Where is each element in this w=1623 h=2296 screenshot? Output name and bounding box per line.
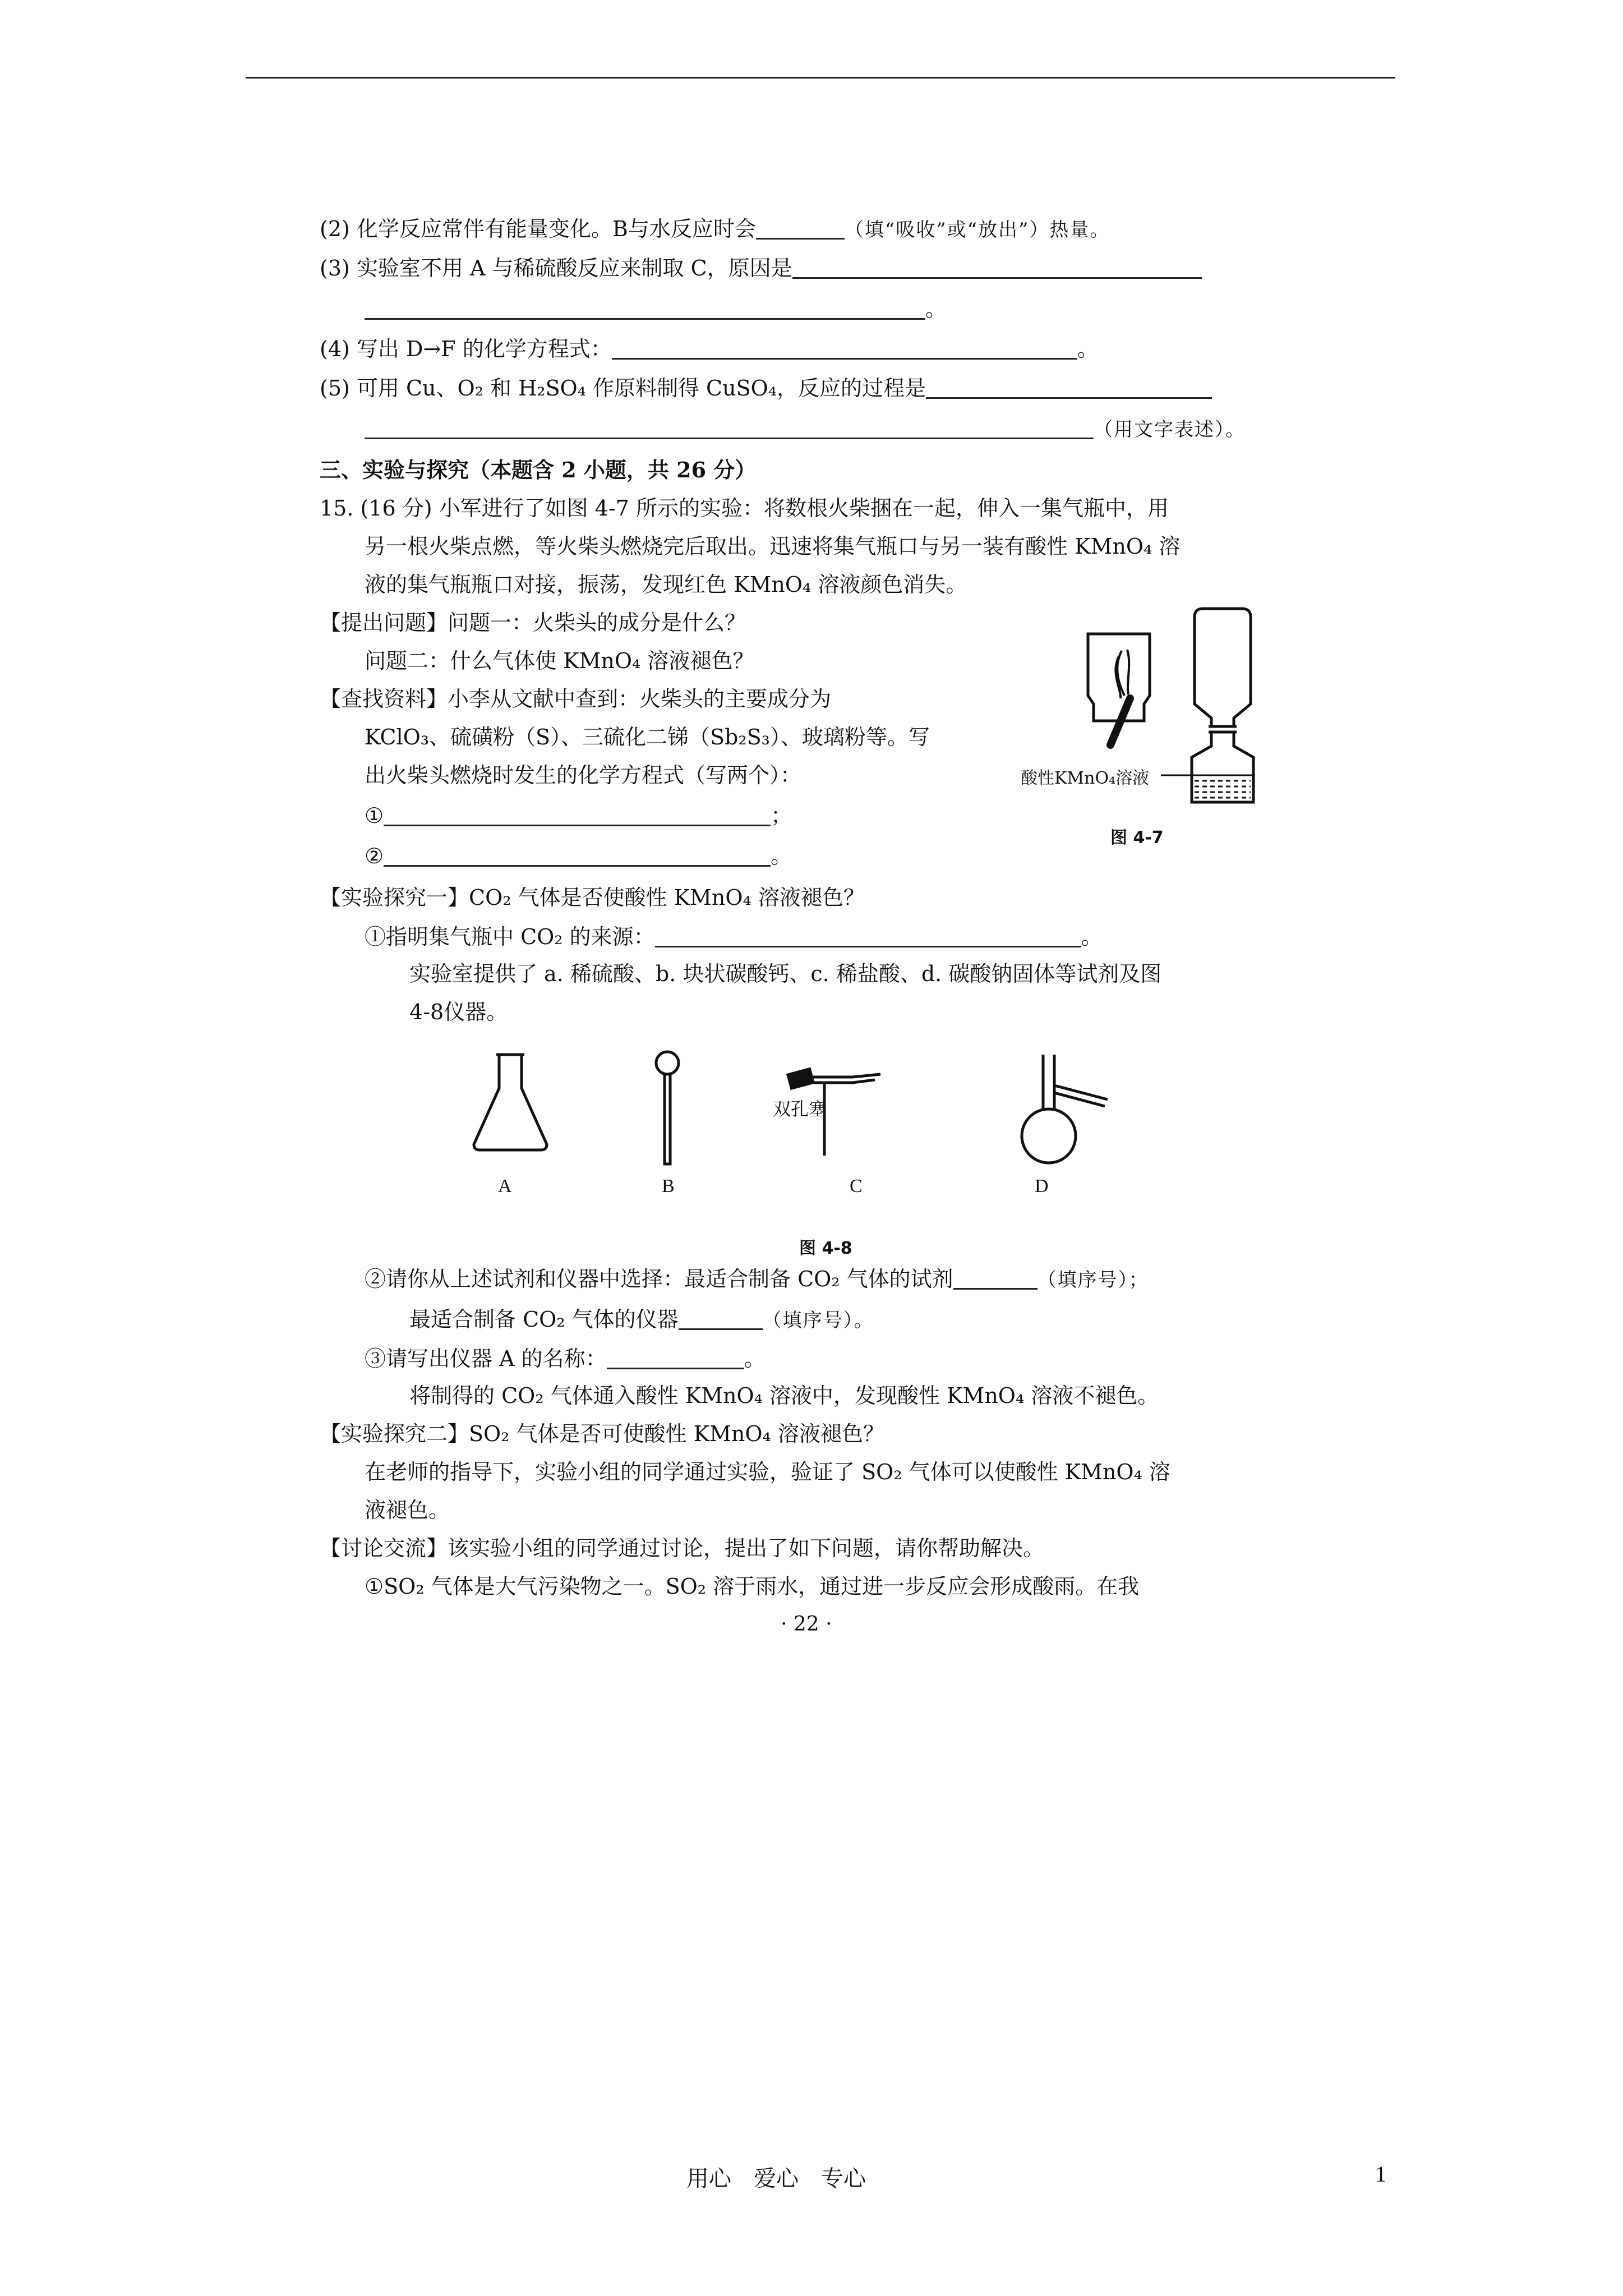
discussion-heading: 【讨论交流】该实验小组的同学通过讨论，提出了如下问题，请你帮助解决。 [320, 1536, 1045, 1561]
exp1-b1: 实验室提供了 a. 稀硫酸、b. 块状碳酸钙、c. 稀盐酸、d. 碳酸钠固体等试剂及图 [409, 961, 1162, 986]
q15-find3: 出火柴头燃烧时发生的化学方程式（写两个）： [365, 763, 802, 788]
exp2-heading: 【实验探究二】SO₂ 气体是否可使酸性 KMnO₄ 溶液褪色？ [320, 1421, 884, 1446]
exp2-a: 在老师的指导下，实验小组的同学通过实验，验证了 SO₂ 气体可以使酸性 KMnO₄ 溶 [365, 1460, 1170, 1484]
q14-part5 [320, 374, 1212, 403]
q14-part2-text: (2) 化学反应常伴有能量变化。B与水反应时会 [320, 217, 756, 241]
answer-blank[interactable] [953, 1267, 1038, 1290]
page-number: · 22 · [781, 1613, 832, 1636]
exp1-c1 [365, 1264, 1149, 1295]
exp1-b2: 4-8仪器。 [409, 1000, 508, 1024]
q15-line3: 液的集气瓶瓶口对接，振荡，发现红色 KMnO₄ 溶液颜色消失。 [365, 572, 967, 597]
q14-part5-hint: （用文字表述）。 [1094, 418, 1246, 441]
punctuation: 。 [1081, 924, 1103, 949]
q15-line1: 15. (16 分) 小军进行了如图 4-7 所示的实验：将数根火柴捆在一起，伸入一集气瓶中，用 [320, 496, 1169, 521]
answer-blank[interactable] [756, 217, 845, 240]
answer-blank[interactable] [365, 416, 1094, 439]
discussion-1: ①SO₂ 气体是大气污染物之一。SO₂ 溶于雨水，通过进一步反应会形成酸雨。在我 [365, 1574, 1140, 1599]
q14-part3 [320, 254, 1202, 283]
answer-blank[interactable] [365, 297, 925, 320]
q15-ask1: 【提出问题】问题一：火柴头的成分是什么？ [320, 610, 746, 635]
q14-part5-text: (5) 可用 Cu、O₂ 和 H₂SO₄ 作原料制得 CuSO₄，反应的过程是 [320, 376, 926, 401]
apparatus-D-label: D [1035, 1176, 1049, 1197]
q14-part4-text: (4) 写出 D→F 的化学方程式： [320, 337, 612, 361]
footer-page-number: 1 [1375, 2161, 1386, 2187]
punctuation: 。 [1077, 337, 1099, 361]
exp1-c2-hint: （填序号）。 [762, 1309, 874, 1332]
exp1-c2 [409, 1305, 874, 1335]
answer-blank[interactable] [926, 376, 1212, 399]
answer-blank[interactable] [792, 256, 1202, 279]
q15-line2: 另一根火柴点燃，等火柴头燃烧完后取出。迅速将集气瓶口与另一装有酸性 KMnO₄ 溶 [365, 534, 1181, 559]
circled-number: ① [365, 803, 384, 828]
answer-blank[interactable] [612, 337, 1077, 360]
q15-find1: 【查找资料】小李从文献中查到：火柴头的主要成分为 [320, 687, 832, 711]
answer-blank[interactable] [679, 1307, 763, 1330]
exp1-heading: 【实验探究一】CO₂ 气体是否使酸性 KMnO₄ 溶液褪色？ [320, 885, 865, 910]
figure-4-8-caption: 图 4-8 [799, 1239, 852, 1258]
answer-blank[interactable] [384, 803, 771, 826]
footer-motto: 用心 爱心 专心 [686, 2166, 866, 2192]
exp2-b: 液褪色。 [365, 1498, 450, 1522]
answer-blank[interactable] [607, 1346, 744, 1369]
q14-part3-cont [365, 295, 947, 324]
apparatus-A-label: A [498, 1176, 512, 1197]
q15-ask2: 问题二：什么气体使 KMnO₄ 溶液褪色？ [365, 648, 754, 673]
exp1-c2-text: 最适合制备 CO₂ 气体的仪器 [409, 1307, 679, 1332]
figure-4-7-label: 酸性KMnO₄溶液 [1021, 769, 1150, 788]
q15-equation1 [365, 801, 792, 830]
q14-part4 [320, 334, 1099, 364]
exp1-c1-hint: （填序号）； [1037, 1269, 1149, 1291]
stopper-icon [786, 1068, 815, 1091]
apparatus-B-label: B [662, 1176, 675, 1197]
answer-blank[interactable] [384, 844, 771, 867]
q15-equation2 [365, 841, 792, 871]
answer-blank[interactable] [655, 924, 1081, 947]
punctuation: 。 [771, 844, 792, 868]
punctuation: ； [771, 803, 792, 828]
figure-4-7-caption: 图 4-7 [1110, 828, 1164, 848]
punctuation: 。 [744, 1346, 766, 1371]
stopper-label: 双孔塞 [773, 1098, 827, 1120]
exp1-d [365, 1344, 766, 1373]
circled-number: ② [365, 844, 384, 868]
exp1-d-text: ③请写出仪器 A 的名称： [365, 1346, 607, 1371]
exp1-c1-text: ②请你从上述试剂和仪器中选择：最适合制备 CO₂ 气体的试剂 [365, 1267, 953, 1291]
q15-find2: KClO₃、硫磺粉（S）、三硫化二锑（Sb₂S₃）、玻璃粉等。写 [365, 725, 930, 749]
apparatus-C-label: C [850, 1176, 863, 1197]
exp1-e: 将制得的 CO₂ 气体通入酸性 KMnO₄ 溶液中，发现酸性 KMnO₄ 溶液不褪色。 [409, 1383, 1159, 1408]
exp1-a-text: ①指明集气瓶中 CO₂ 的来源： [365, 924, 655, 949]
exp1-a [365, 922, 1103, 951]
section-heading: 三、实验与探究（本题含 2 小题，共 26 分） [320, 457, 757, 482]
q14-part2-hint: （填“吸收”或“放出”）热量。 [844, 219, 1110, 241]
top-rule [246, 77, 1395, 79]
q14-part3-text: (3) 实验室不用 A 与稀硫酸反应来制取 C，原因是 [320, 256, 792, 280]
q14-part2 [320, 214, 1110, 245]
q14-part5-cont [365, 414, 1246, 444]
punctuation: 。 [925, 297, 947, 321]
